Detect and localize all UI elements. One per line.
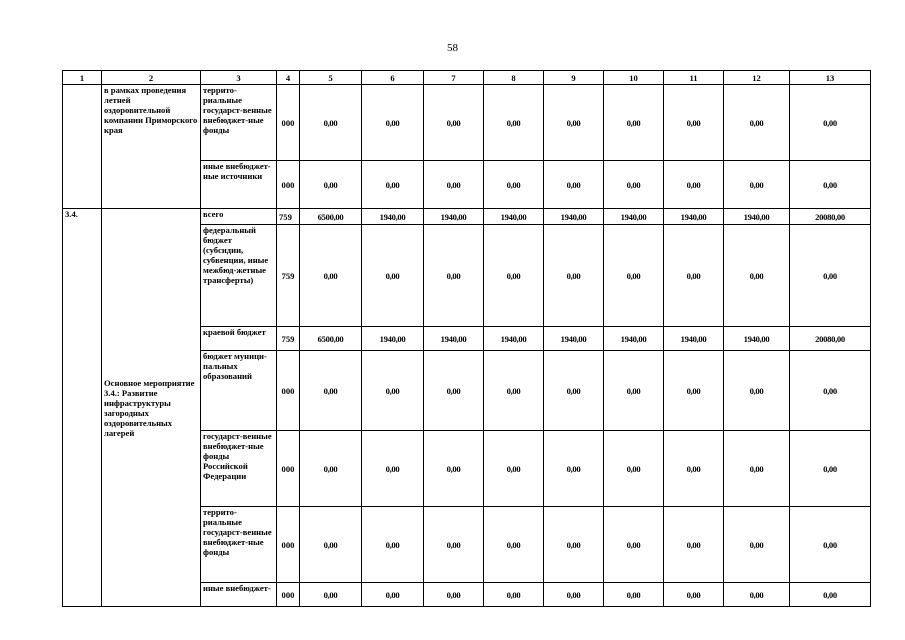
amount-cell: 1940,00 (484, 327, 544, 351)
header-cell: 13 (790, 71, 871, 85)
funding-source-cell: иные внебюджет-ные источники (201, 161, 277, 209)
amount-cell: 1940,00 (604, 327, 664, 351)
amount-cell: 0,00 (484, 507, 544, 583)
amount-cell: 0,00 (484, 351, 544, 431)
amount-cell: 0,00 (424, 225, 484, 327)
amount-cell: 0,00 (484, 161, 544, 209)
amount-cell: 0,00 (664, 161, 724, 209)
amount-cell: 0,00 (604, 351, 664, 431)
amount-cell: 0,00 (724, 85, 790, 161)
header-cell: 12 (724, 71, 790, 85)
budget-code-cell: 000 (277, 583, 300, 607)
amount-cell: 0,00 (544, 161, 604, 209)
header-cell: 2 (102, 71, 201, 85)
funding-source-cell: государст-венные внебюджет-ные фонды Российской Федерации (201, 431, 277, 507)
amount-cell: 0,00 (424, 161, 484, 209)
header-cell: 1 (63, 71, 102, 85)
amount-cell: 1940,00 (424, 327, 484, 351)
funding-source-cell: федеральный бюджет (субсидии, субвенции, иные межбюд-жетные трансферты) (201, 225, 277, 327)
amount-cell: 1940,00 (362, 327, 424, 351)
amount-cell: 0,00 (604, 583, 664, 607)
amount-cell: 0,00 (362, 431, 424, 507)
budget-code-cell: 000 (277, 161, 300, 209)
amount-cell: 0,00 (790, 351, 871, 431)
header-cell: 6 (362, 71, 424, 85)
amount-cell: 0,00 (724, 583, 790, 607)
amount-cell: 0,00 (362, 161, 424, 209)
amount-cell: 0,00 (484, 225, 544, 327)
budget-code-cell: 759 (277, 225, 300, 327)
amount-cell: 0,00 (790, 225, 871, 327)
amount-cell: 0,00 (790, 583, 871, 607)
amount-cell: 1940,00 (664, 209, 724, 225)
amount-cell: 0,00 (664, 507, 724, 583)
amount-cell: 0,00 (664, 583, 724, 607)
amount-cell: 0,00 (544, 583, 604, 607)
amount-cell: 0,00 (664, 85, 724, 161)
page-number: 58 (447, 42, 458, 54)
header-row (63, 71, 871, 85)
amount-cell: 1940,00 (544, 327, 604, 351)
amount-cell: 0,00 (544, 431, 604, 507)
funding-source-cell: всего (201, 209, 277, 225)
budget-code-cell: 759 (277, 209, 300, 225)
amount-cell: 0,00 (300, 85, 362, 161)
amount-cell: 0,00 (362, 225, 424, 327)
amount-cell: 0,00 (362, 85, 424, 161)
amount-cell: 0,00 (790, 431, 871, 507)
amount-cell: 1940,00 (362, 209, 424, 225)
header-cell: 10 (604, 71, 664, 85)
table-body (63, 85, 871, 607)
amount-cell: 20080,00 (790, 327, 871, 351)
header-cell: 4 (277, 71, 300, 85)
amount-cell: 0,00 (664, 431, 724, 507)
amount-cell: 0,00 (724, 351, 790, 431)
amount-cell: 0,00 (664, 225, 724, 327)
row-number-cell (63, 85, 102, 209)
budget-code-cell: 000 (277, 507, 300, 583)
amount-cell: 0,00 (424, 431, 484, 507)
amount-cell: 1940,00 (544, 209, 604, 225)
amount-cell: 0,00 (484, 583, 544, 607)
amount-cell: 0,00 (300, 161, 362, 209)
amount-cell: 1940,00 (424, 209, 484, 225)
amount-cell: 0,00 (300, 583, 362, 607)
amount-cell: 0,00 (544, 85, 604, 161)
budget-code-cell: 000 (277, 431, 300, 507)
amount-cell: 6500,00 (300, 209, 362, 225)
header-cell: 5 (300, 71, 362, 85)
amount-cell: 0,00 (724, 225, 790, 327)
amount-cell: 0,00 (544, 225, 604, 327)
amount-cell: 1940,00 (604, 209, 664, 225)
amount-cell: 0,00 (484, 85, 544, 161)
amount-cell: 0,00 (604, 225, 664, 327)
table-row (63, 85, 871, 161)
amount-cell: 1940,00 (664, 327, 724, 351)
header-cell: 7 (424, 71, 484, 85)
amount-cell: 0,00 (544, 507, 604, 583)
measure-name-cell: в рамках проведения летней оздоровительной компании Приморского края (102, 85, 201, 209)
amount-cell: 0,00 (362, 583, 424, 607)
amount-cell: 1940,00 (724, 209, 790, 225)
amount-cell: 6500,00 (300, 327, 362, 351)
header-cell: 8 (484, 71, 544, 85)
amount-cell: 0,00 (424, 507, 484, 583)
amount-cell: 0,00 (790, 161, 871, 209)
header-cell: 11 (664, 71, 724, 85)
amount-cell: 0,00 (724, 161, 790, 209)
amount-cell: 0,00 (604, 161, 664, 209)
amount-cell: 0,00 (790, 507, 871, 583)
amount-cell: 0,00 (790, 85, 871, 161)
amount-cell: 20080,00 (790, 209, 871, 225)
budget-table (62, 70, 871, 607)
amount-cell: 0,00 (724, 431, 790, 507)
amount-cell: 0,00 (300, 431, 362, 507)
amount-cell: 0,00 (604, 431, 664, 507)
row-number-cell: 3.4. (63, 209, 102, 607)
amount-cell: 0,00 (362, 507, 424, 583)
header-cell: 3 (201, 71, 277, 85)
budget-code-cell: 759 (277, 327, 300, 351)
amount-cell: 0,00 (300, 351, 362, 431)
funding-source-cell: террито-риальные государст-венные внебюджет-ные фонды (201, 507, 277, 583)
funding-source-cell: краевой бюджет (201, 327, 277, 351)
amount-cell: 0,00 (484, 431, 544, 507)
amount-cell: 0,00 (424, 583, 484, 607)
amount-cell: 0,00 (604, 85, 664, 161)
amount-cell: 0,00 (300, 225, 362, 327)
budget-code-cell: 000 (277, 351, 300, 431)
amount-cell: 0,00 (424, 351, 484, 431)
amount-cell: 0,00 (724, 507, 790, 583)
measure-name-cell: Основное мероприятие 3.4.: Развитие инфраструктуры загородных оздоровительных лагерей (102, 209, 201, 607)
funding-source-cell: террито-риальные государст-венные внебюджет-ные фонды (201, 85, 277, 161)
amount-cell: 0,00 (362, 351, 424, 431)
header-cell: 9 (544, 71, 604, 85)
amount-cell: 1940,00 (724, 327, 790, 351)
funding-source-cell: иные внебюджет- (201, 583, 277, 607)
amount-cell: 0,00 (544, 351, 604, 431)
table-row (63, 209, 871, 225)
amount-cell: 0,00 (664, 351, 724, 431)
amount-cell: 0,00 (604, 507, 664, 583)
amount-cell: 0,00 (300, 507, 362, 583)
funding-source-cell: бюджет муници-пальных образований (201, 351, 277, 431)
amount-cell: 0,00 (424, 85, 484, 161)
amount-cell: 1940,00 (484, 209, 544, 225)
budget-code-cell: 000 (277, 85, 300, 161)
